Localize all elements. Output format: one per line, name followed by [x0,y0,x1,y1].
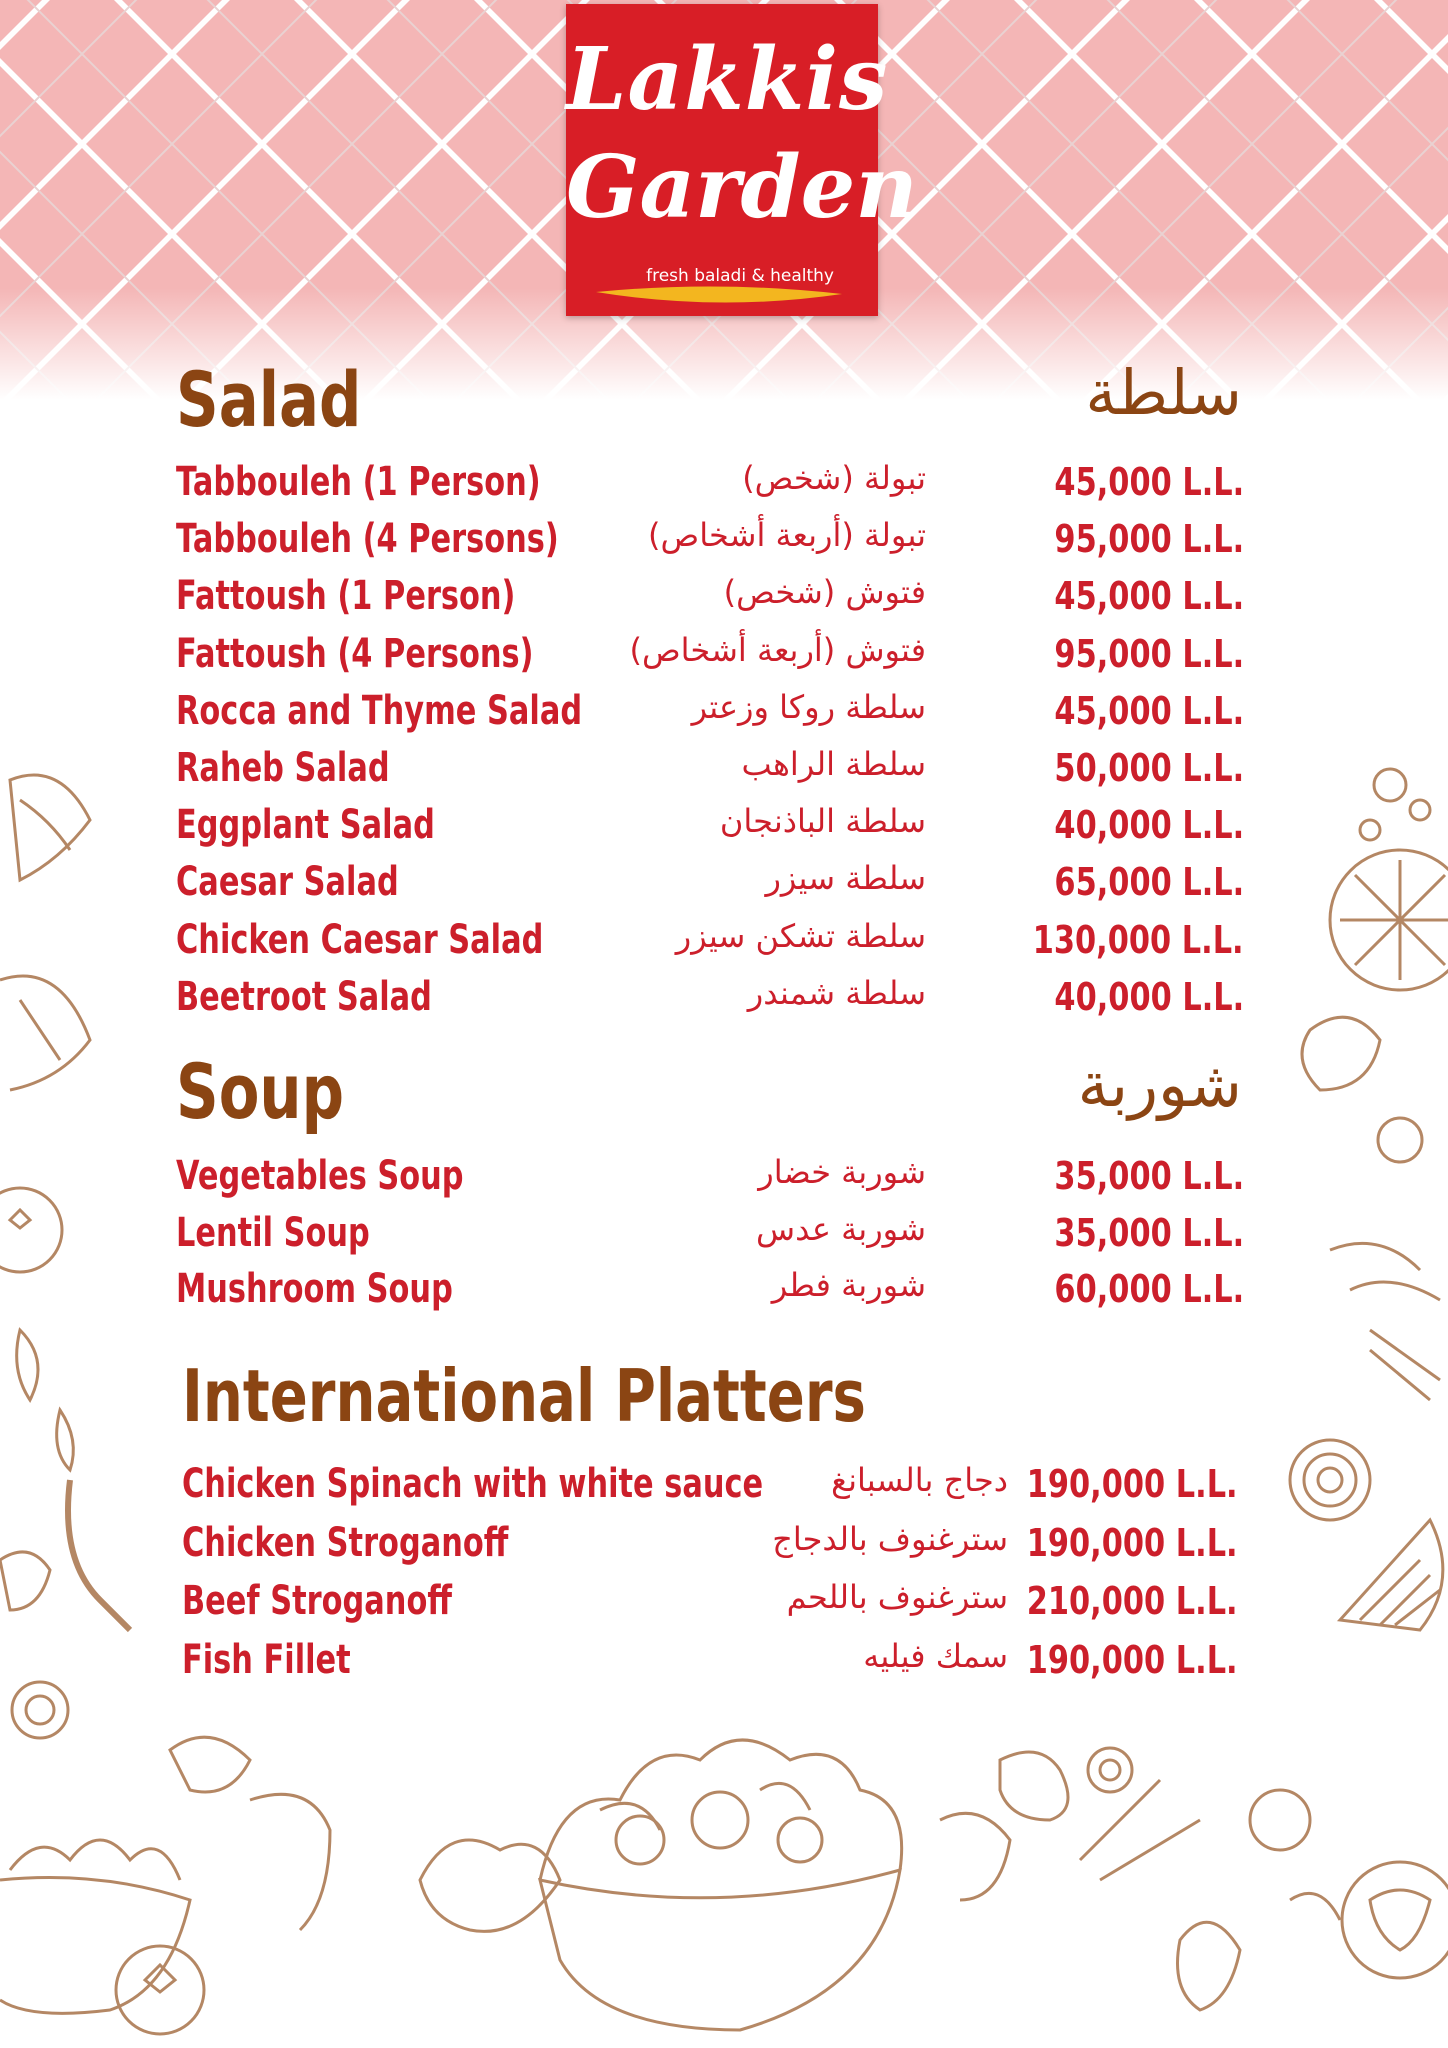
section-title-international-platters: International Platters [182,1354,866,1438]
menu-item-row [0,1152,1448,1208]
menu-item-row [0,916,1448,972]
item-name: Chicken Stroganoff [182,1520,509,1566]
item-name-arabic: سمك فيليه [863,1637,1008,1675]
logo-line-1: Lakkis [566,29,889,130]
item-price: 190,000 L.L. [1027,1638,1238,1682]
item-name-arabic: سلطة الباذنجان [719,802,926,840]
item-name: Caesar Salad [176,859,399,905]
item-name: Vegetables Soup [176,1153,464,1199]
item-name-arabic: فتوش (أربعة أشخاص) [629,631,926,669]
logo-tagline: fresh baladi & healthy [646,266,834,286]
item-name-arabic: شوربة عدس [756,1210,926,1248]
item-name: Beef Stroganoff [182,1578,452,1624]
menu-item-row [0,687,1448,743]
item-name-arabic: سلطة سيزر [765,859,926,897]
item-name-arabic: سلطة روكا وزعتر [691,688,926,726]
item-name: Raheb Salad [176,745,390,791]
item-name-arabic: سلطة شمندر [747,974,926,1012]
item-price: 40,000 L.L. [1054,803,1244,847]
section-title-arabic-soup: شوربة [1077,1048,1242,1121]
section-title-salad: Salad [176,355,362,444]
item-name: Eggplant Salad [176,802,435,848]
menu-item-row [0,801,1448,857]
menu-item-row [0,458,1448,514]
item-price: 50,000 L.L. [1054,746,1244,790]
logo-swoosh-icon [594,282,844,310]
item-name: Fattoush (1 Person) [176,573,516,619]
item-name: Chicken Spinach with white sauce [182,1461,764,1507]
item-name-arabic: شوربة خضار [758,1153,926,1191]
item-price: 45,000 L.L. [1054,574,1244,618]
item-price: 130,000 L.L. [1033,918,1244,962]
item-name-arabic: تبولة (أربعة أشخاص) [648,516,926,554]
item-price: 65,000 L.L. [1054,860,1244,904]
item-name: Beetroot Salad [176,974,432,1020]
item-name: Tabbouleh (1 Person) [176,459,541,505]
menu-item-row [0,1460,1448,1516]
item-price: 45,000 L.L. [1054,689,1244,733]
brand-logo [566,4,918,316]
item-name-arabic: شوربة فطر [771,1266,926,1304]
item-name: Lentil Soup [176,1210,370,1256]
item-name-arabic: سلطة الراهب [741,745,926,783]
menu-item-row [0,1265,1448,1321]
menu-item-row [0,572,1448,628]
item-name: Rocca and Thyme Salad [176,688,583,734]
item-price: 190,000 L.L. [1027,1521,1238,1565]
item-price: 35,000 L.L. [1054,1211,1244,1255]
item-price: 190,000 L.L. [1027,1462,1238,1506]
menu-item-row [0,1209,1448,1265]
item-name: Mushroom Soup [176,1266,453,1312]
logo-line-2: Garden [566,137,918,238]
item-price: 95,000 L.L. [1054,517,1244,561]
menu-item-row [0,630,1448,686]
item-price: 60,000 L.L. [1054,1267,1244,1311]
menu-item-row [0,744,1448,800]
item-price: 95,000 L.L. [1054,632,1244,676]
item-name-arabic: سترغنوف بالدجاج [772,1520,1008,1558]
menu-item-row [0,1519,1448,1575]
item-price: 45,000 L.L. [1054,460,1244,504]
item-price: 210,000 L.L. [1027,1579,1238,1623]
item-name: Fattoush (4 Persons) [176,631,534,677]
menu-item-row [0,1577,1448,1633]
menu-item-row [0,1636,1448,1692]
item-name: Fish Fillet [182,1637,351,1683]
item-name-arabic: فتوش (شخص) [723,573,926,611]
item-price: 40,000 L.L. [1054,975,1244,1019]
item-name: Tabbouleh (4 Persons) [176,516,559,562]
section-title-arabic-salad: سلطة [1085,356,1242,429]
menu-item-row [0,858,1448,914]
item-name: Chicken Caesar Salad [176,917,544,963]
menu-item-row [0,973,1448,1029]
item-name-arabic: دجاج بالسبانغ [831,1461,1008,1499]
section-title-soup: Soup [176,1047,345,1136]
menu-item-row [0,515,1448,571]
item-name-arabic: سترغنوف باللحم [786,1578,1008,1616]
item-price: 35,000 L.L. [1054,1154,1244,1198]
item-name-arabic: تبولة (شخص) [742,459,926,497]
item-name-arabic: سلطة تشكن سيزر [675,917,926,955]
